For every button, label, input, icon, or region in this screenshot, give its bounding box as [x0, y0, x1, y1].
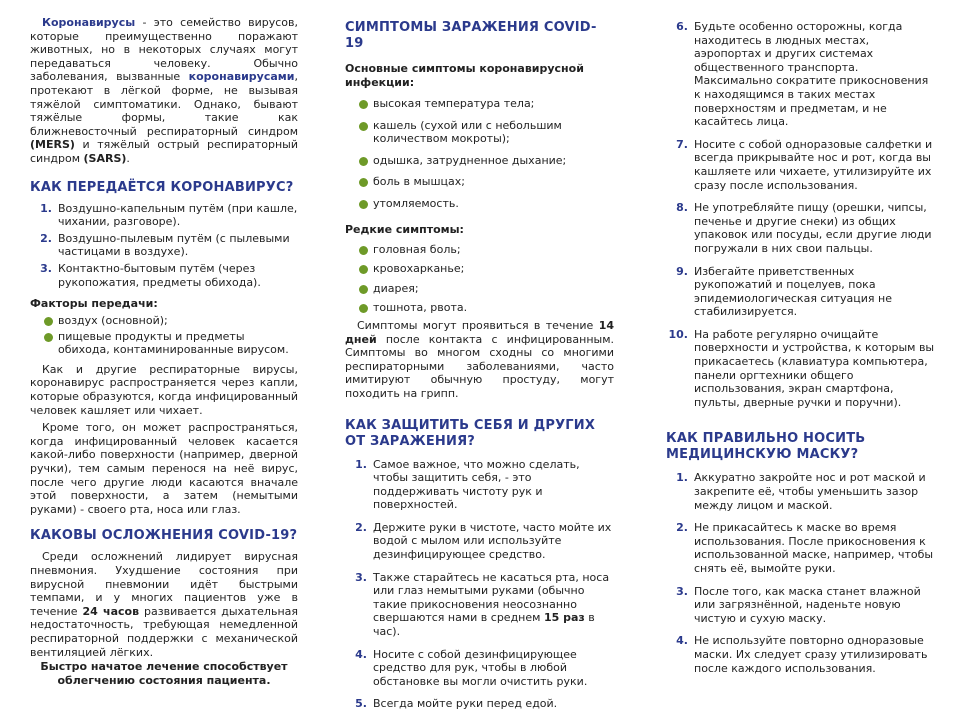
protection-list [345, 458, 614, 711]
treatment-note: Быстро начатое лечение способствует облегчению состояния пациента. [30, 660, 298, 687]
list-item: 10. На работе регулярно очищайте поверхности и устройства, к которым вы прикасаетесь (клавиатура компьютера, панели оргтехники общего использования, экран смартфона, пульты, дверные ручки и поручни). [666, 328, 935, 410]
list-item: высокая температура тела; [359, 97, 614, 111]
list-item: 5. Всегда мойте руки перед едой. [345, 697, 614, 711]
list-item: 3. Контактно-бытовым путём (через рукопожатия, предметы обихода). [30, 262, 298, 289]
intro-paragraph: Коронавирусы - это семейство вирусов, которые преимущественно поражают животных, но в некоторых случаях могут передаваться человеку. Обычно заболевания, вызванные коронавирусами, протекают в лёгкой форме, не вызывая тяжёлой симптоматики. Однако, бывают тяжёлые формы, такие как ближневосточный респираторный синдром (MERS) и тяжёлый острый респираторный синдром (SARS). [30, 16, 298, 166]
onset-paragraph: Симптомы могут проявиться в течение 14 дней после контакта с инфицированным. Симптомы во многом сходны со многими респираторными заболеваниями, часто имитируют обычную простуду, могут походить на грипп. [345, 319, 614, 401]
list-item: пищевые продукты и предметы обихода, контаминированные вирусом. [44, 330, 298, 357]
list-item: 4. Носите с собой дезинфицирующее средство для рук, чтобы в любой обстановке вы могли очистить руки. [345, 648, 614, 689]
rare-symptoms-list [345, 243, 614, 315]
list-item: боль в мышцах; [359, 175, 614, 189]
list-item: 2. Воздушно-пылевым путём (с пылевыми частицами в воздухе). [30, 232, 298, 259]
list-item: диарея; [359, 282, 614, 296]
list-item: 2. Держите руки в чистоте, часто мойте их водой с мылом или используйте дезинфицирующее средство. [345, 521, 614, 562]
list-item: 9. Избегайте приветственных рукопожатий и поцелуев, пока эпидемиологическая ситуация не стабилизируется. [666, 265, 935, 319]
mask-list [666, 471, 935, 675]
list-item: тошнота, рвота. [359, 301, 614, 315]
list-item: головная боль; [359, 243, 614, 257]
main-symptoms-list [345, 97, 614, 211]
list-item: 1. Воздушно-капельным путём (при кашле, чихании, разговоре). [30, 202, 298, 229]
column-2 [322, 0, 644, 679]
transmission-heading: КАК ПЕРЕДАЁТСЯ КОРОНАВИРУС? [30, 180, 298, 196]
protection-heading: КАК ЗАЩИТИТЬ СЕБЯ И ДРУГИХ ОТ ЗАРАЖЕНИЯ? [345, 418, 614, 450]
intro-term: Коронавирусы [42, 16, 135, 29]
list-item: 1. Аккуратно закройте нос и рот маской и закрепите её, чтобы уменьшить зазор между лицом и маской. [666, 471, 935, 512]
mask-heading: КАК ПРАВИЛЬНО НОСИТЬ МЕДИЦИНСКУЮ МАСКУ? [666, 431, 935, 463]
transmission-ways-list [30, 202, 298, 290]
symptoms-heading: СИМПТОМЫ ЗАРАЖЕНИЯ COVID-19 [345, 20, 614, 52]
column-3 [644, 0, 965, 679]
list-item: утомляемость. [359, 197, 614, 211]
list-item: 8. Не употребляйте пищу (орешки, чипсы, печенье и другие снеки) из общих упаковок или посуды, если другие люди погружали в них свои пальцы. [666, 201, 935, 255]
list-item: кашель (сухой или с небольшим количеством мокроты); [359, 119, 614, 146]
rare-symptoms-title: Редкие симптомы: [345, 223, 614, 237]
list-item: 1. Самое важное, что можно сделать, чтобы защитить себя, - это поддерживать чистоту рук и поверхностей. [345, 458, 614, 512]
column-1 [0, 0, 322, 679]
surface-paragraph: Кроме того, он может распространяться, когда инфицированный человек касается какой-либо поверхности (например, дверной ручки), тем самым перенося на неё вирус, после чего другие люди касаются вначале этой поверхности, а затем (немытыми руками) - своего рта, носа или глаз. [30, 421, 298, 516]
protection-list-continued [666, 20, 935, 409]
list-item: 3. Также старайтесь не касаться рта, носа или глаз немытыми руками (обычно такие прикосновения неосознанно свершаются нами в среднем 15 раз в час). [345, 571, 614, 639]
list-item: 7. Носите с собой одноразовые салфетки и всегда прикрывайте нос и рот, когда вы кашляете или чихаете, утилизируйте их сразу после использования. [666, 138, 935, 192]
list-item: воздух (основной); [44, 314, 298, 328]
list-item: 2. Не прикасайтесь к маске во время использования. После прикосновения к использованной маске, например, чтобы снять её, вымойте руки. [666, 521, 935, 575]
list-item: 3. После того, как маска станет влажной или загрязнённой, наденьте новую чистую и сухую маску. [666, 585, 935, 626]
main-symptoms-title: Основные симптомы коронавирусной инфекции: [345, 62, 614, 90]
factors-list [30, 314, 298, 357]
factors-title: Факторы передачи: [30, 297, 298, 311]
list-item: кровохарканье; [359, 262, 614, 276]
respiratory-paragraph: Как и другие респираторные вирусы, коронавирус распространяется через капли, которые образуются, когда инфицированный человек кашляет или чихает. [30, 363, 298, 417]
complications-heading: КАКОВЫ ОСЛОЖНЕНИЯ COVID-19? [30, 528, 298, 544]
complications-paragraph: Среди осложнений лидирует вирусная пневмония. Ухудшение состояния при вирусной пневмонии идёт быстрыми темпами, и у многих пациентов уже в течение 24 часов развивается дыхательная недостаточность, требующая немедленной респираторной поддержки с механической вентиляцией лёгких. [30, 550, 298, 659]
list-item: одышка, затрудненное дыхание; [359, 154, 614, 168]
list-item: 6. Будьте особенно осторожны, когда находитесь в людных местах, аэропортах и других системах общественного транспорта. Максимально сократите прикосновения к находящимся в таких местах поверхностям и предметам, и не касайтесь лица. [666, 20, 935, 129]
list-item: 4. Не используйте повторно одноразовые маски. Их следует сразу утилизировать после каждого использования. [666, 634, 935, 675]
